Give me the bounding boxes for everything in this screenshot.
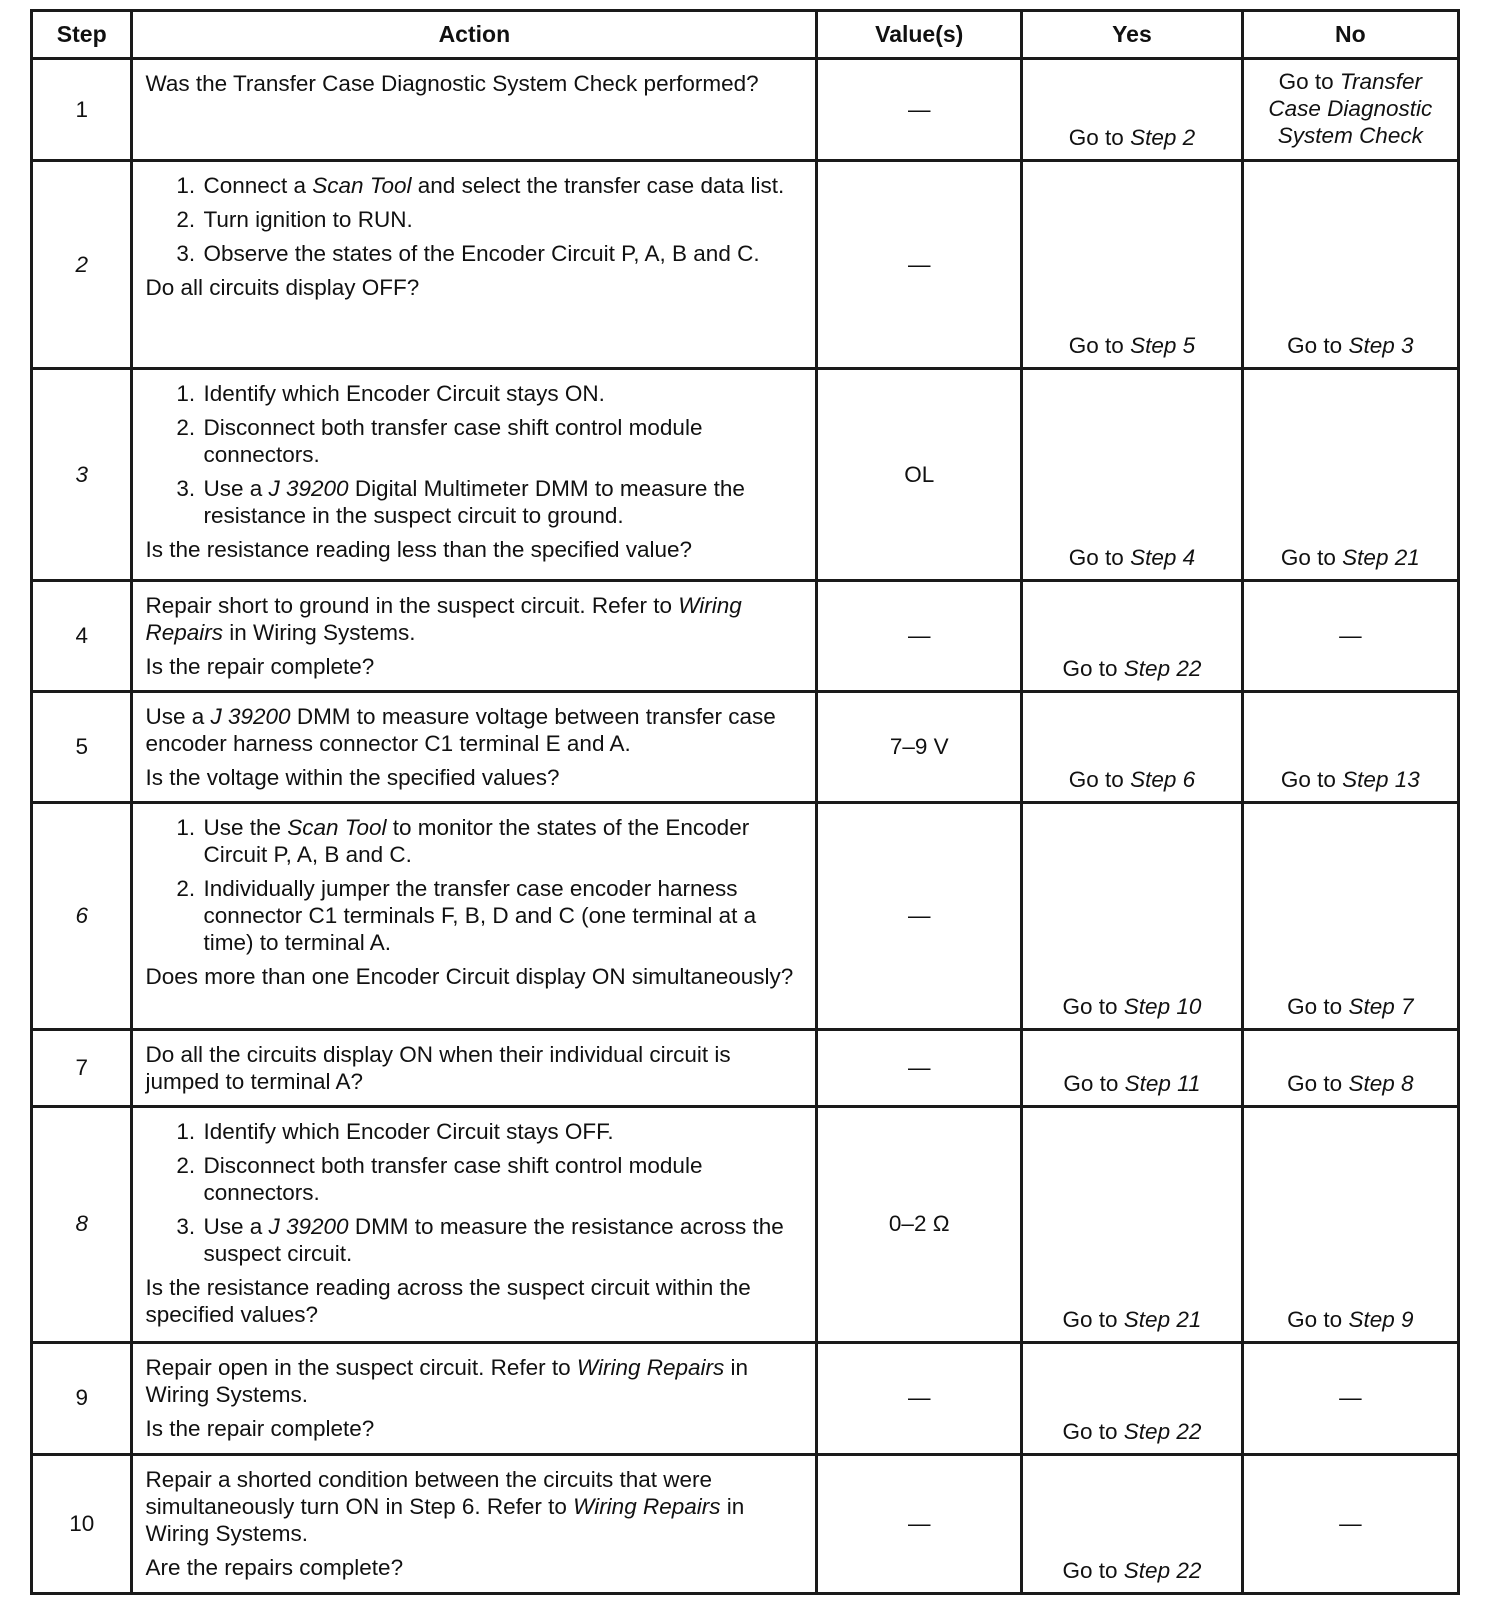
value-cell: — — [817, 1342, 1022, 1454]
no-cell: — — [1242, 1342, 1458, 1454]
step-link: Step 13 — [1342, 767, 1420, 793]
step-number: 8 — [32, 1106, 132, 1342]
action-step: 1. Identify which Encoder Circuit stays OFF. — [201, 1118, 805, 1145]
step-number: 3 — [32, 369, 132, 580]
table-row — [32, 59, 1459, 161]
step-number: 7 — [32, 1030, 132, 1107]
header-no: No — [1242, 11, 1458, 59]
step-number: 2 — [32, 161, 132, 369]
table-row — [32, 1106, 1459, 1342]
no-cell: Go to Step 13 — [1242, 692, 1458, 803]
step-link: Step 21 — [1342, 544, 1420, 570]
no-cell: Go to Step 3 — [1242, 161, 1458, 369]
action-steps — [145, 1118, 805, 1267]
action-question: Does more than one Encoder Circuit display ON simultaneously? — [145, 964, 794, 990]
header-action: Action — [132, 11, 817, 59]
step-link: Step 21 — [1123, 1306, 1202, 1332]
value-cell: — — [817, 59, 1022, 161]
yes-cell: Go to Step 6 — [1022, 692, 1242, 803]
step-link: Step 2 — [1130, 125, 1196, 151]
step-link: Step 22 — [1123, 1419, 1202, 1445]
step-link: Step 7 — [1348, 994, 1414, 1020]
table-row — [32, 803, 1459, 1030]
action-question: Is the resistance reading less than the specified value? — [145, 537, 693, 563]
action-step: 1. Identify which Encoder Circuit stays ON. — [201, 380, 805, 407]
step-link: Step 4 — [1130, 544, 1196, 570]
action-question: Is the repair complete? — [145, 653, 375, 679]
value-cell: — — [817, 161, 1022, 369]
procedure-link: Transfer — [1339, 69, 1423, 94]
action-cell — [132, 1106, 817, 1342]
table-row — [32, 580, 1459, 691]
action-steps — [145, 380, 805, 529]
no-cell: Go to Step 21 — [1242, 369, 1458, 580]
action-step: 3. Use a J 39200 Digital Multimeter DMM to measure the resistance in the suspect circuit to ground. — [201, 475, 805, 529]
no-cell: Go to Step 9 — [1242, 1106, 1458, 1342]
value-cell: 7–9 V — [817, 692, 1022, 803]
table-row — [32, 692, 1459, 803]
value-cell: — — [817, 580, 1022, 691]
action-text: Repair a shorted condition between the circuits that were simultaneously turn ON in Step 6. Refer to Wiring Repairs in Wiring Systems. — [145, 1467, 745, 1547]
action-step: 2. Individually jumper the transfer case encoder harness connector C1 terminals F, B, D and C (one terminal at a time) to terminal A. — [201, 875, 805, 956]
yes-cell: Go to Step 10 — [1022, 803, 1242, 1030]
step-link: Step 22 — [1123, 1558, 1202, 1583]
action-question: Is the repair complete? — [145, 1415, 375, 1441]
step-link: Step 6 — [1130, 767, 1196, 793]
value-cell: OL — [817, 369, 1022, 580]
action-steps — [145, 172, 805, 267]
no-cell: Go to Step 7 — [1242, 803, 1458, 1030]
action-steps — [145, 814, 805, 956]
table-row — [32, 1030, 1459, 1107]
action-question: Are the repairs complete? — [145, 1555, 404, 1581]
yes-cell: Go to Step 22 — [1022, 580, 1242, 691]
action-question: Is the voltage within the specified values? — [145, 765, 560, 791]
step-link: Step 22 — [1123, 656, 1202, 682]
table-row — [32, 369, 1459, 580]
table-row — [32, 161, 1459, 369]
step-number: 1 — [32, 59, 132, 161]
step-number: 6 — [32, 803, 132, 1030]
yes-cell: Go to Step 21 — [1022, 1106, 1242, 1342]
action-step: 2. Disconnect both transfer case shift control module connectors. — [201, 1152, 805, 1206]
action-step: 2. Turn ignition to RUN. — [201, 206, 805, 233]
header-values: Value(s) — [817, 11, 1022, 59]
value-cell: — — [817, 803, 1022, 1030]
step-link: Step 3 — [1348, 333, 1414, 359]
action-text: Repair short to ground in the suspect circuit. Refer to Wiring Repairs in Wiring Systems. — [145, 592, 742, 645]
no-cell: Go to Transfer Case Diagnostic System Check — [1242, 59, 1458, 161]
yes-cell: Go to Step 11 — [1022, 1030, 1242, 1107]
yes-cell: Go to Step 4 — [1022, 369, 1242, 580]
yes-cell: Go to Step 2 — [1022, 59, 1242, 161]
diagnostic-table — [30, 9, 1460, 1595]
action-cell — [132, 803, 817, 1030]
yes-cell: Go to Step 22 — [1022, 1342, 1242, 1454]
action-cell — [132, 692, 817, 803]
no-cell: Go to Step 8 — [1242, 1030, 1458, 1107]
action-cell — [132, 369, 817, 580]
action-cell — [132, 1455, 817, 1594]
action-cell — [132, 580, 817, 691]
action-cell — [132, 161, 817, 369]
yes-cell: Go to Step 5 — [1022, 161, 1242, 369]
action-step: 2. Disconnect both transfer case shift control module connectors. — [201, 414, 805, 468]
no-cell: — — [1242, 580, 1458, 691]
header-yes: Yes — [1022, 11, 1242, 59]
step-link: Step 9 — [1348, 1306, 1414, 1332]
step-number: 5 — [32, 692, 132, 803]
step-number: 4 — [32, 580, 132, 691]
step-link: Step 5 — [1130, 333, 1196, 359]
table-row — [32, 1455, 1459, 1594]
value-cell: 0–2 Ω — [817, 1106, 1022, 1342]
action-text: Repair open in the suspect circuit. Refer to Wiring Repairs in Wiring Systems. — [145, 1354, 749, 1407]
header-row — [32, 11, 1459, 59]
action-question: Do all the circuits display ON when their individual circuit is jumped to terminal A? — [145, 1042, 731, 1095]
action-text: Use a J 39200 DMM to measure voltage between transfer case encoder harness connector C1 terminal E and A. — [145, 704, 776, 757]
step-number: 9 — [32, 1342, 132, 1454]
step-link: Step 10 — [1123, 994, 1202, 1020]
no-cell: — — [1242, 1455, 1458, 1594]
action-cell — [132, 1030, 817, 1107]
step-link: Step 11 — [1124, 1070, 1201, 1096]
step-number: 10 — [32, 1455, 132, 1594]
yes-cell: Go to Step 22 — [1022, 1455, 1242, 1594]
action-question: Was the Transfer Case Diagnostic System Check performed? — [145, 71, 759, 96]
header-step: Step — [32, 11, 132, 59]
action-step: 3. Observe the states of the Encoder Circuit P, A, B and C. — [201, 240, 805, 267]
value-cell: — — [817, 1455, 1022, 1594]
action-cell — [132, 59, 817, 161]
action-step: 3. Use a J 39200 DMM to measure the resistance across the suspect circuit. — [201, 1213, 805, 1267]
action-step: 1. Connect a Scan Tool and select the transfer case data list. — [201, 172, 805, 199]
action-cell — [132, 1342, 817, 1454]
step-link: Step 8 — [1348, 1070, 1414, 1096]
table-row — [32, 1342, 1459, 1454]
action-question: Do all circuits display OFF? — [145, 275, 420, 301]
action-step: 1. Use the Scan Tool to monitor the states of the Encoder Circuit P, A, B and C. — [201, 814, 805, 868]
action-question: Is the resistance reading across the suspect circuit within the specified values? — [145, 1274, 751, 1327]
value-cell: — — [817, 1030, 1022, 1107]
